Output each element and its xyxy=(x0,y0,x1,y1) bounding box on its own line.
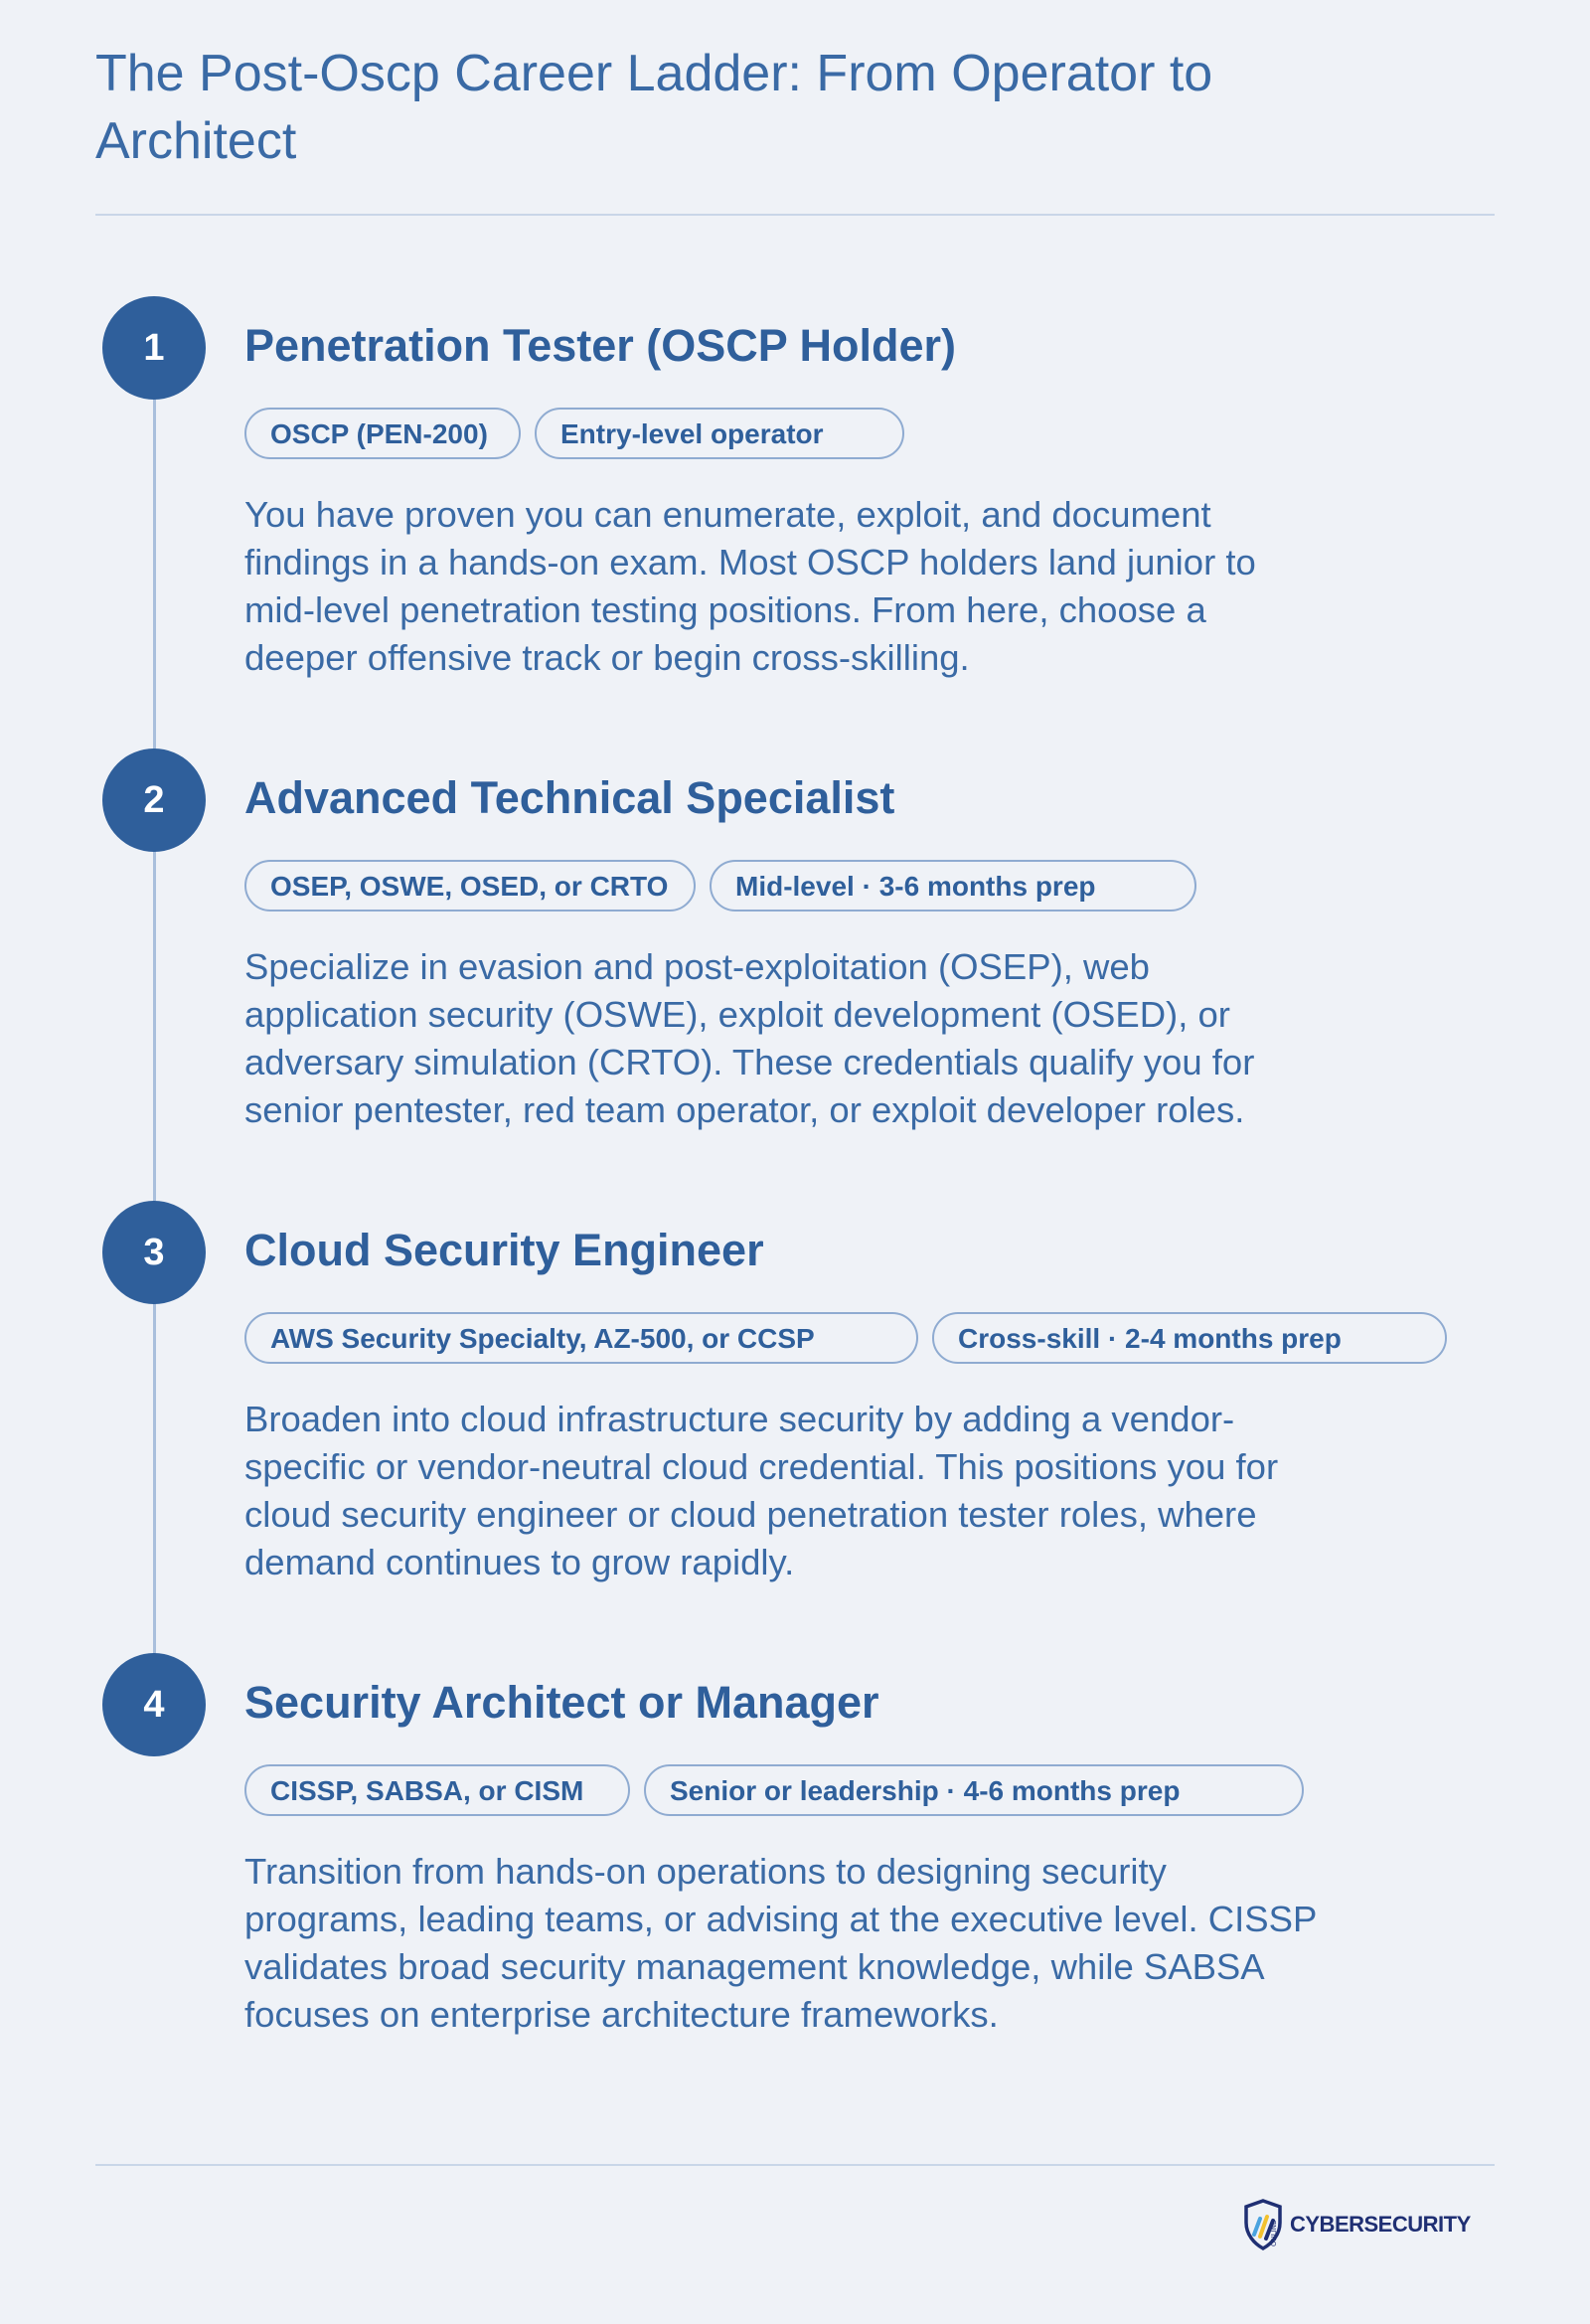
step-description: You have proven you can enumerate, exploit, and document findings in a hands-on exam. Most OSCP holders land junior to mid-level penetration testing positions. From here, choose a deeper offensive track or begin cross-skilling. xyxy=(244,494,1256,678)
certification-badge: CISSP, SABSA, or CISM xyxy=(244,1764,630,1816)
level-badge: Cross-skill · 2-4 months prep xyxy=(932,1312,1447,1364)
timeline-line xyxy=(153,348,156,1710)
level-badge: Entry-level operator xyxy=(535,408,904,459)
page-title: The Post-Oscp Career Ladder: From Operator to Architect xyxy=(95,45,1213,170)
level-badge: Mid-level · 3-6 months prep xyxy=(710,860,1196,912)
step-title: Cloud Security Engineer xyxy=(244,1225,764,1275)
step-description: Transition from hands-on operations to designing security programs, leading teams, or advising at the executive level. CISSP validates broad security management knowledge, while SABSA focuses on enterprise architecture frameworks. xyxy=(244,1851,1317,2035)
step-title: Advanced Technical Specialist xyxy=(244,772,895,823)
step-title: Security Architect or Manager xyxy=(244,1677,879,1728)
footer-divider xyxy=(95,2164,1495,2166)
brand-logo xyxy=(1242,2197,1471,2252)
step-description: Specialize in evasion and post-exploitation (OSEP), web application security (OSWE), exploit development (OSED), or adversary simulation (CRTO). These credentials qualify you for senior pentester, red team operator, or exploit developer roles. xyxy=(244,946,1255,1130)
certification-badge: AWS Security Specialty, AZ-500, or CCSP xyxy=(244,1312,918,1364)
shield-logo-icon xyxy=(1242,2199,1284,2250)
logo-small-text: ONLINE xyxy=(1270,2220,1278,2246)
step-number-badge: 4 xyxy=(102,1653,206,1756)
certification-badge: OSEP, OSWE, OSED, or CRTO xyxy=(244,860,696,912)
header-divider xyxy=(95,214,1495,216)
step-number-badge: 3 xyxy=(102,1201,206,1304)
step-description: Broaden into cloud infrastructure security by adding a vendor-specific or vendor-neutral cloud credential. This positions you for cloud security engineer or cloud penetration tester roles, where demand continues to grow rapidly. xyxy=(244,1399,1279,1582)
level-badge: Senior or leadership · 4-6 months prep xyxy=(644,1764,1304,1816)
step-title: Penetration Tester (OSCP Holder) xyxy=(244,320,956,371)
step-number-badge: 2 xyxy=(102,748,206,852)
logo-text: CYBERSECURITY xyxy=(1290,2212,1471,2237)
certification-badge: OSCP (PEN-200) xyxy=(244,408,521,459)
step-number-badge: 1 xyxy=(102,296,206,400)
